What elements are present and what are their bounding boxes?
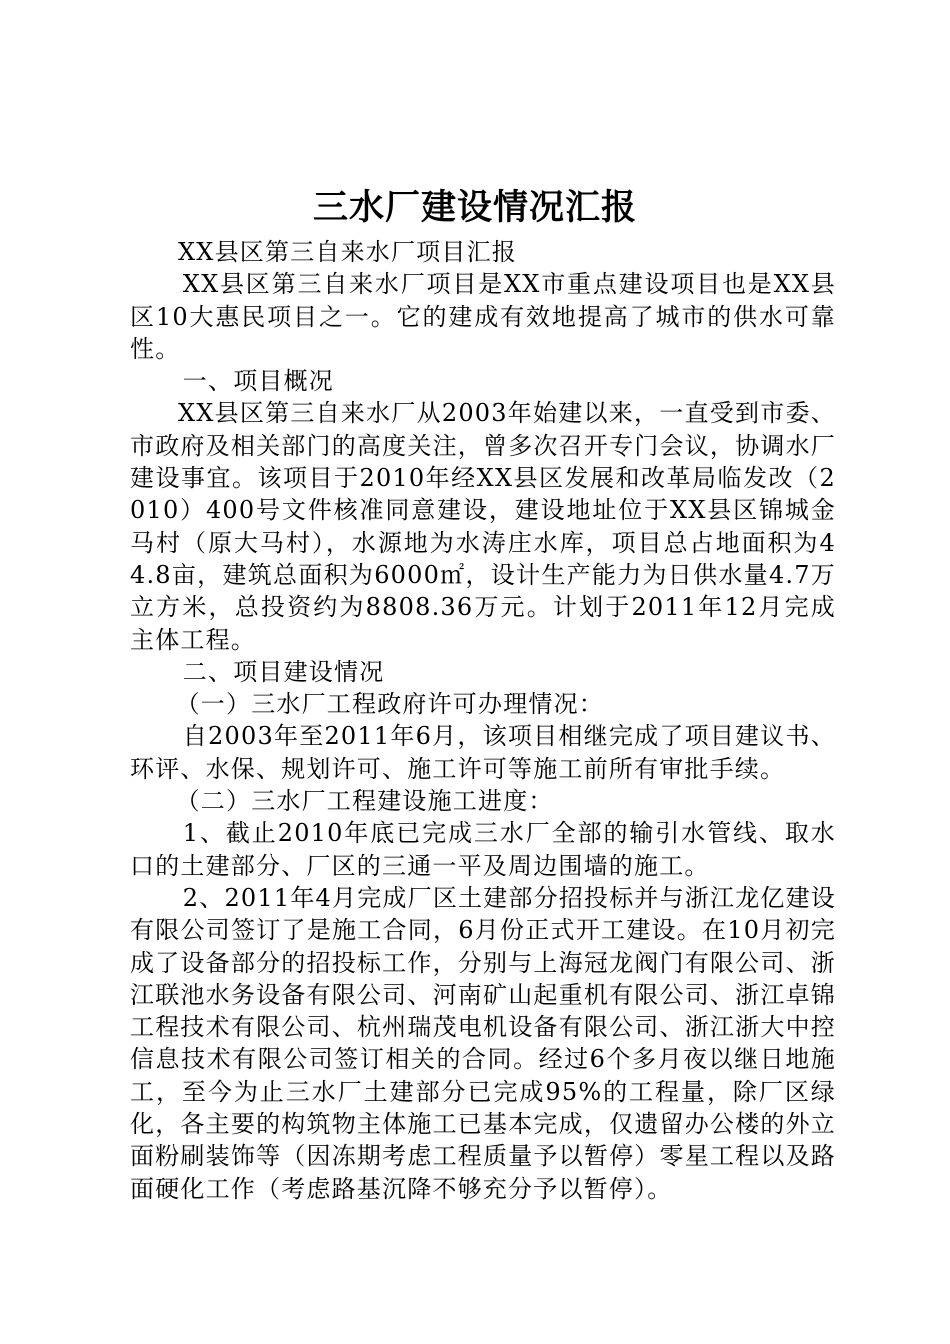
subsection-heading-progress: （二）三水厂工程建设施工进度： — [175, 787, 554, 816]
section-heading-construction: 二、项目建设情况 — [182, 657, 385, 686]
paragraph-overview: XX县区第三自来水厂从2003年始建以来，一直受到市委、市政府及相关部门的高度关注，曾多次召开专门会议，协调水厂建设事宜。该项目于2010年经XX县区发展和改革局临发改（2010）400号文件核准同意建设，建设地址位于XX县区锦城金马村（原大马村），水源地为水涛庄水库，项目总占地面积为44.8亩，建筑总面积为6000㎡，设计生产能力为日供水量4.7万立方米，总投资约为8808.36万元。计划于2011年12月完成主体工程。 — [130, 399, 836, 654]
paragraph-permits: 自2003年至2011年6月，该项目相继完成了项目建议书、环评、水保、规划许可、施工许可等施工前所有审批手续。 — [130, 722, 836, 783]
paragraph-report-heading: XX县区第三自来水厂项目汇报 — [178, 238, 517, 266]
section-heading-overview: 一、项目概况 — [182, 367, 334, 396]
subsection-heading-permits: （一）三水厂工程政府许可办理情况： — [175, 690, 604, 719]
paragraph-intro: XX县区第三自来水厂项目是XX市重点建设项目也是XX县区10大惠民项目之一。它的建成有效地提高了城市的供水可靠性。 — [130, 270, 836, 363]
document-title: 三水厂建设情况汇报 — [312, 187, 637, 228]
paragraph-progress-1: 1、截止2010年底已完成三水厂全部的输引水管线、取水口的土建部分、厂区的三通一平及周边围墙的施工。 — [130, 819, 836, 880]
paragraph-progress-2: 2、2011年4月完成厂区土建部分招投标并与浙江龙亿建设有限公司签订了是施工合同，6月份正式开工建设。在10月初完成了设备部分的招投标工作，分别与上海冠龙阀门有限公司、浙江联池水务设备有限公司、河南矿山起重机有限公司、浙江卓锦工程技术有限公司、杭州瑞茂电机设备有限公司、浙江浙大中控信息技术有限公司签订相关的合同。经过6个多月夜以继日地施工，至今为止三水厂土建部分已完成95%的工程量，除厂区绿化，各主要的构筑物主体施工已基本完成，仅遗留办公楼的外立面粉刷装饰等（因冻期考虑工程质量予以暂停）零星工程以及路面硬化工作（考虑路基沉降不够充分予以暂停）。 — [130, 883, 837, 1203]
document-body — [130, 236, 836, 1205]
